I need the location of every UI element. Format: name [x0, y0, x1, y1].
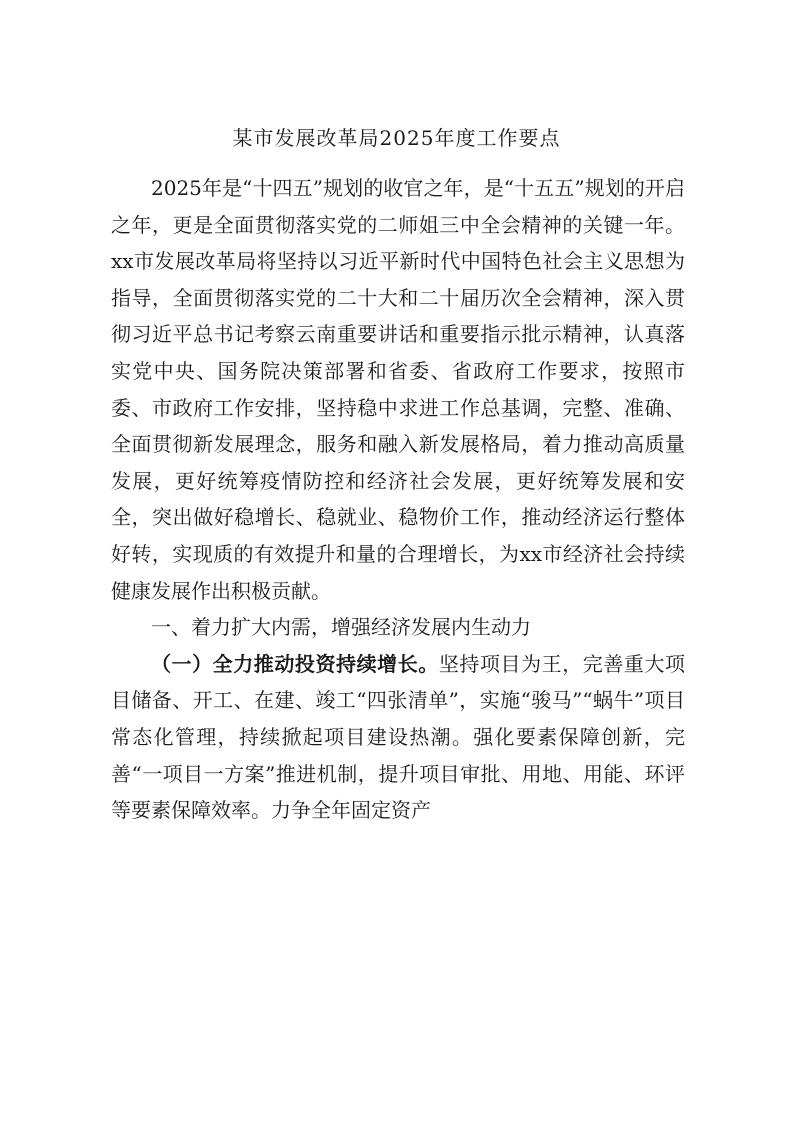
intro-paragraph: 2025年是“十四五”规划的收官之年，是“十五五”规划的开启之年，更是全面贯彻落实党的二师姐三中全会精神的关键一年。xx市发展改革局将坚持以习近平新时代中国特色社会主义思想为指导，全面贯彻落实党的二十大和二十届历次全会精神，深入贯彻习近平总书记考察云南重要讲话和重要指示批示精神，认真落实党中央、国务院决策部署和省委、省政府工作要求，按照市委、市政府工作安排，坚持稳中求进工作总基调，完整、准确、全面贯彻新发展理念，服务和融入新发展格局，着力推动高质量发展，更好统筹疫情防控和经济社会发展，更好统筹发展和安全，突出做好稳增长、稳就业、稳物价工作，推动经济运行整体好转，实现质的有效提升和量的合理增长，为xx市经济社会持续健康发展作出积极贡献。	[111, 176, 685, 603]
subsection-1-1-text: 坚持项目为王，完善重大项目储备、开工、在建、竣工“四张清单”，实施“骏马”“蜗牛”项目常态化管理，持续掀起项目建设热潮。强化要素保障创新，完善“一项目一方案”推进机制，提升项目审批、用地、用能、环评等要素保障效率。力争全年固定资产	[111, 651, 686, 823]
document-body	[111, 170, 685, 829]
subsection-1-1-paragraph	[111, 646, 685, 829]
subsection-1-1-heading: （一）全力推动投资持续增长。	[151, 651, 439, 676]
document-title: 某市发展改革局2025年度工作要点	[232, 126, 561, 150]
section-1-heading: 一、着力扩大内需，增强经济发展内生动力	[151, 615, 531, 640]
